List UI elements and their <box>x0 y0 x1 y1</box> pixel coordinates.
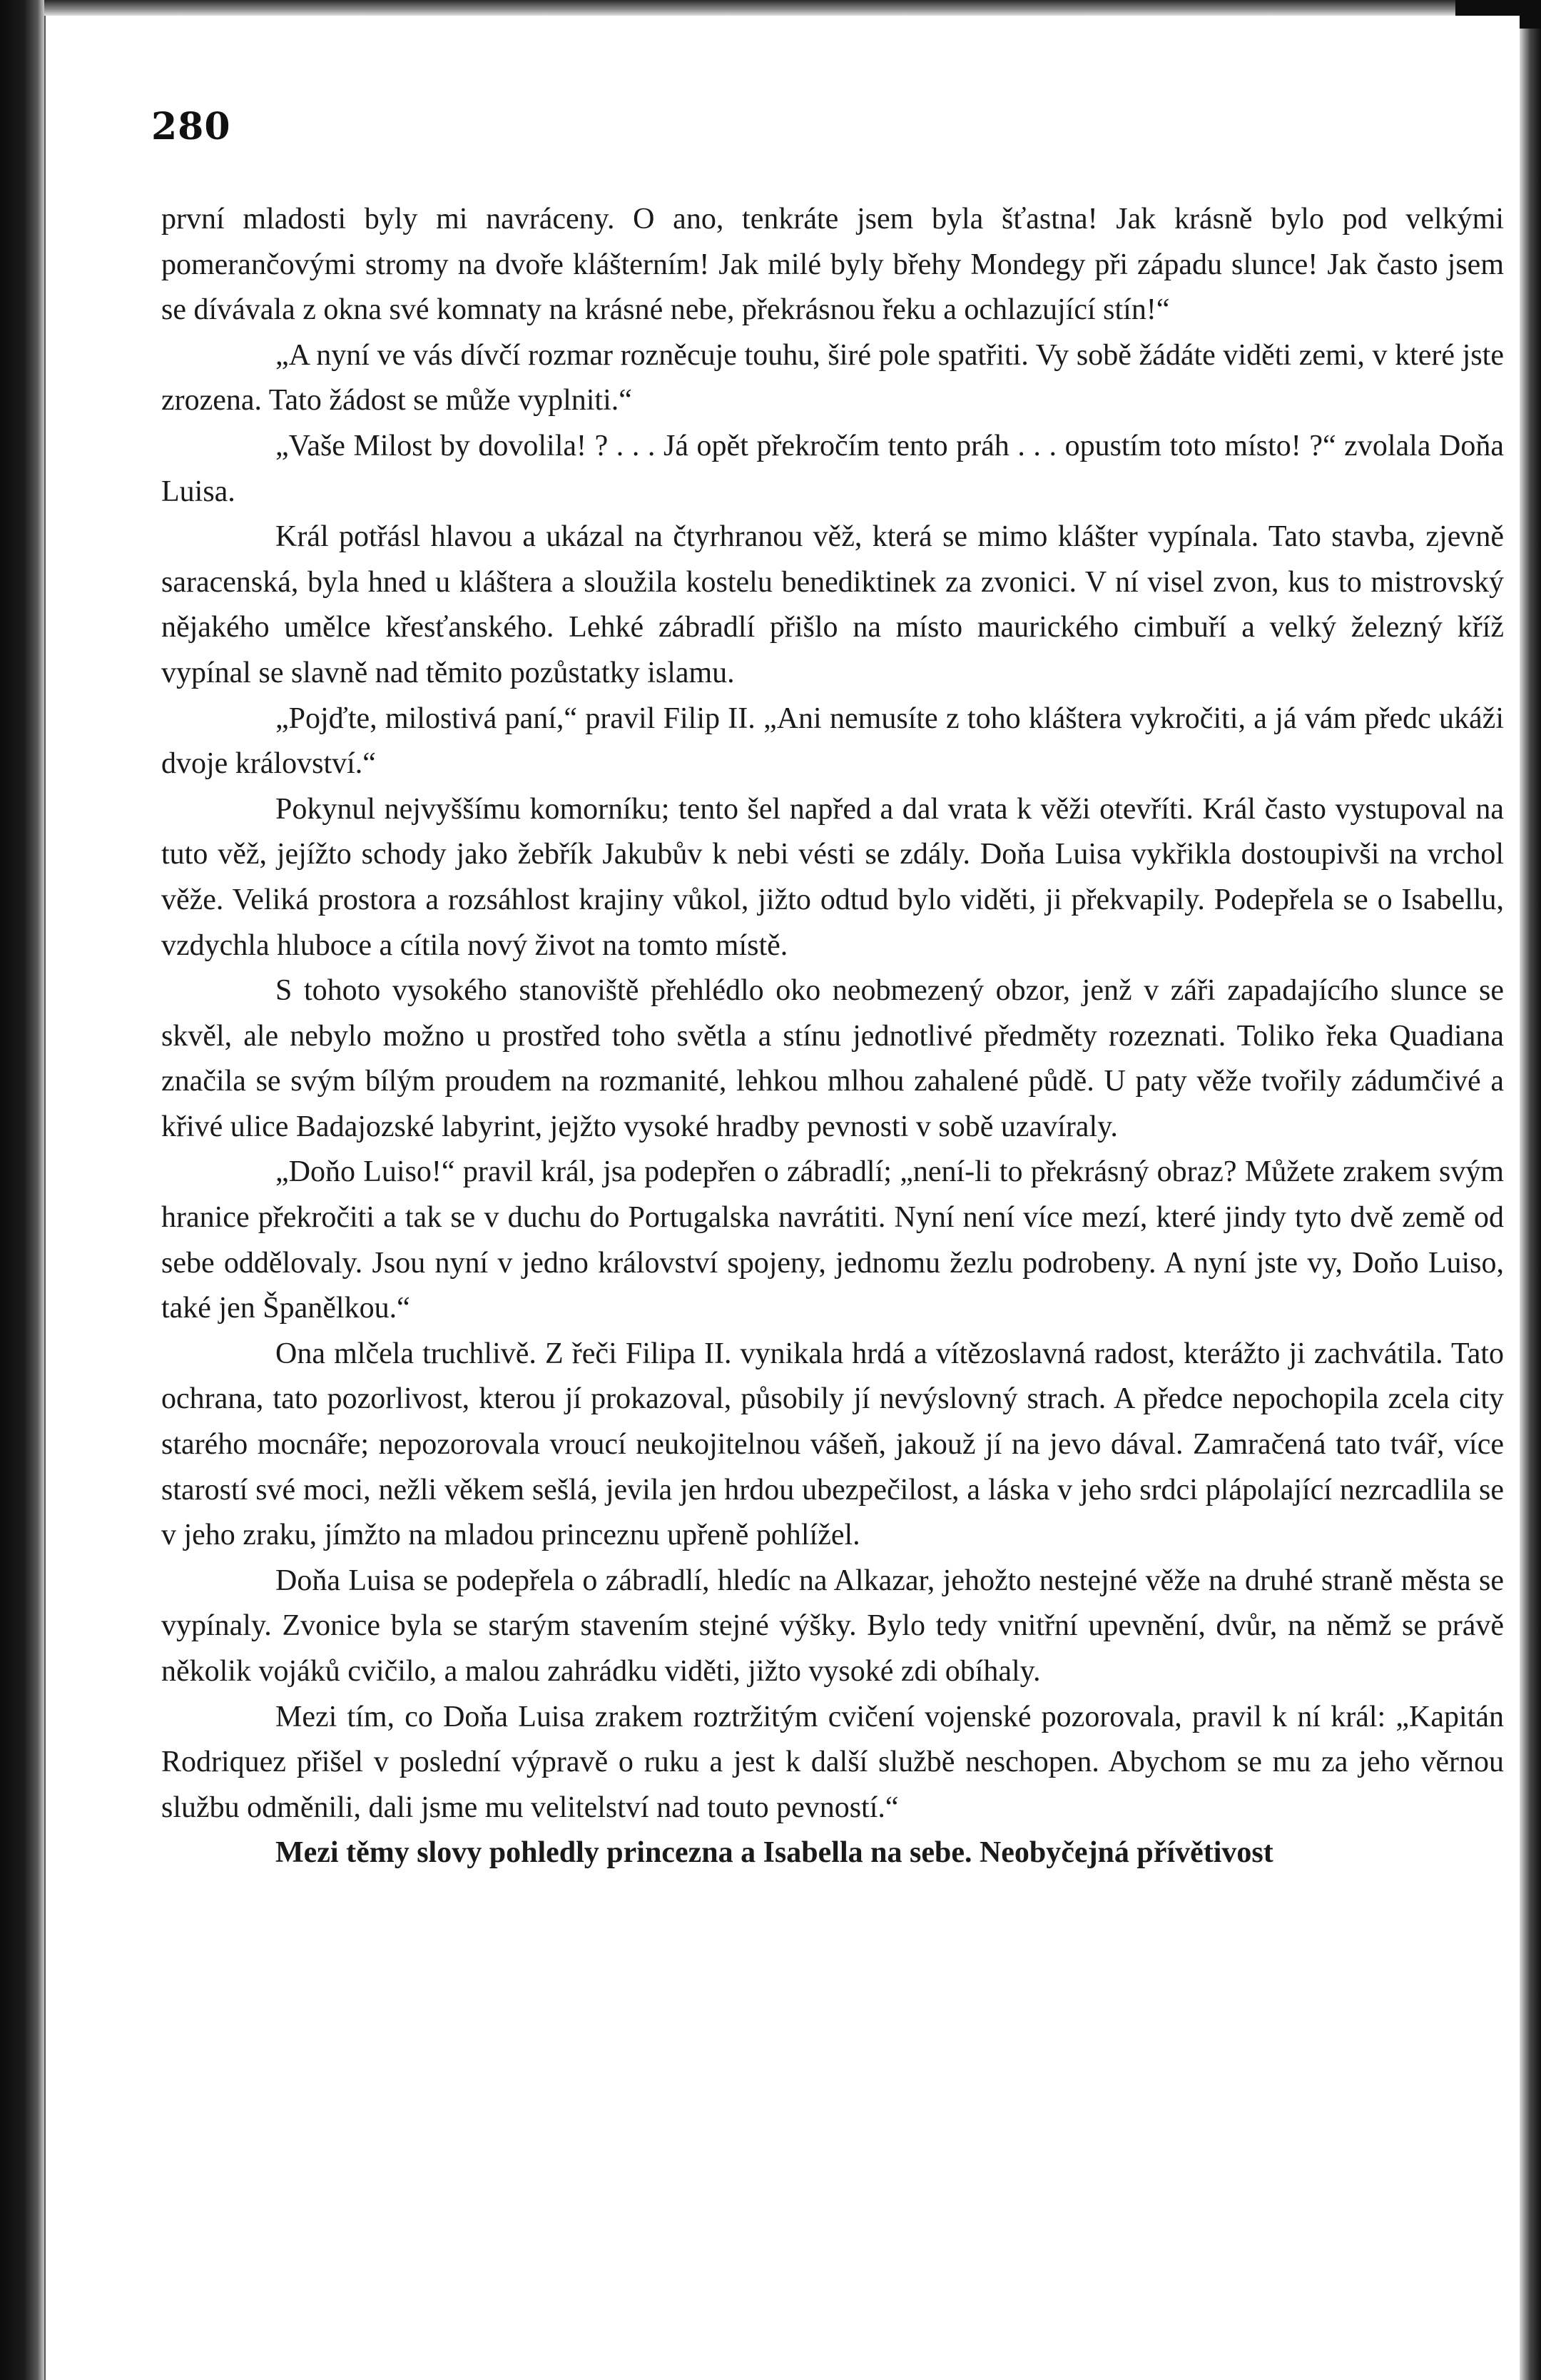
paragraph: Mezi tím, co Doňa Luisa zrakem roztržitým cvičení vojenské pozorovala, pravil k ní král: „Kapitán Rodriquez přišel v poslední výpravě o ruku a jest k další službě neschopen. Abychom se mu za jeho věrnou službu odměnili, dali jsme mu velitelství nad touto pevností.“ <box>161 1700 1504 1824</box>
paragraph: „Pojďte, milostivá paní,“ pravil Filip II. „Ani nemusíte z toho kláštera vykročiti, a já vám předc ukáži dvoje království.“ <box>161 702 1504 781</box>
page-number: 280 <box>151 105 231 148</box>
page-fold <box>44 16 46 2380</box>
paragraph: Doňa Luisa se podepřela o zábradlí, hledíc na Alkazar, jehožto nestejné věže na druhé straně města se vypínaly. Zvonice byla se starým stavením stejné výšky. Bylo tedy vnitřní upevnění, dvůr, na němž se právě několik vojáků cvičilo, a malou zahrádku viděti, jižto vysoké zdi obíhaly. <box>161 1564 1504 1688</box>
paragraph: Pokynul nejvyššímu komorníku; tento šel napřed a dal vrata k věži otevříti. Král často vystupoval na tuto věž, jejížto schody jako žebřík Jakubův k nebi vésti se zdály. Doňa Luisa vykřikla dostoupivši na vrchol věže. Veliká prostora a rozsáhlost krajiny vůkol, jižto odtud bylo viděti, ji překvapily. Podepřela se o Isabellu, vzdychla hluboce a cítila nový život na tomto místě. <box>161 792 1504 962</box>
book-page <box>44 16 1520 2380</box>
scan-edge-top <box>0 0 1541 16</box>
body-text <box>161 197 1504 1876</box>
paragraph: Ona mlčela truchlivě. Z řeči Filipa II. vynikala hrdá a vítězoslavná radost, kterážto ji zachvátila. Tato ochrana, tato pozorlivost, kterou jí prokazoval, působily jí nevýslovný strach. A předce nepochopila zcela city starého mocnáře; nepozorovala vroucí neukojitelnou vášeň, jakouž jí na jevo dával. Zamračená tato tvář, více starostí své moci, nežli věkem sešlá, jevila jen hrdou ubezpečilost, a láska v jeho srdci plápolající nezrcadlila se v jeho zraku, jímžto na mladou princeznu upřeně pohlížel. <box>161 1337 1504 1552</box>
scan-edge-left <box>0 0 44 2380</box>
paragraph: Král potřásl hlavou a ukázal na čtyrhranou věž, která se mimo klášter vypínala. Tato stavba, zjevně saracenská, byla hned u kláštera a sloužila kostelu benediktinek za zvonici. V ní visel zvon, kus to mistrovský nějakého umělce křesťanského. Lehké zábradlí přišlo na místo maurického cimbuří a velký železný kříž vypínal se slavně nad těmito pozůstatky islamu. <box>161 520 1504 689</box>
paragraph: „Doňo Luiso!“ pravil král, jsa podepřen o zábradlí; „není-li to překrásný obraz? Můžete zrakem svým hranice překročiti a tak se v duchu do Portugalska navrátiti. Nyní není více mezí, které jindy tyto dvě země od sebe oddělovaly. Jsou nyní v jedno království spojeny, jednomu žezlu podrobeny. A nyní jste vy, Doňo Luiso, také jen Španělkou.“ <box>161 1155 1504 1325</box>
paragraph: Mezi těmy slovy pohledly princezna a Isabella na sebe. Neobyčejná přívětivost <box>275 1836 1273 1870</box>
paragraph: „Vaše Milost by dovolila! ? . . . Já opět překročím tento práh . . . opustím toto místo! ?“ zvolala Doňa Luisa. <box>161 429 1504 508</box>
paragraph: „A nyní ve vás dívčí rozmar rozněcuje touhu, širé pole spatřiti. Vy sobě žádáte viděti zemi, v které jste zrozena. Tato žádost se může vyplniti.“ <box>161 338 1504 417</box>
paragraph: první mladosti byly mi navráceny. O ano, tenkráte jsem byla šťastna! Jak krásně bylo pod velkými pomerančovými stromy na dvoře klášterním! Jak milé byly břehy Mondegy při západu slunce! Jak často jsem se dívávala z okna své komnaty na krásné nebe, překrásnou řeku a ochlazující stín!“ <box>161 203 1504 327</box>
scan-edge-right <box>1520 0 1541 2380</box>
paragraph: S tohoto vysokého stanoviště přehlédlo oko neobmezený obzor, jenž v záři zapadajícího slunce se skvěl, ale nebylo možno u prostřed toho světla a stínu jednotlivé předměty rozeznati. Toliko řeka Quadiana značila se svým bílým proudem na rozmanité, lehkou mlhou zahalené půdě. U paty věže tvořily zádumčivé a křivé ulice Badajozské labyrint, jejžto vysoké hradby pevnosti v sobě uzavíraly. <box>161 974 1504 1143</box>
